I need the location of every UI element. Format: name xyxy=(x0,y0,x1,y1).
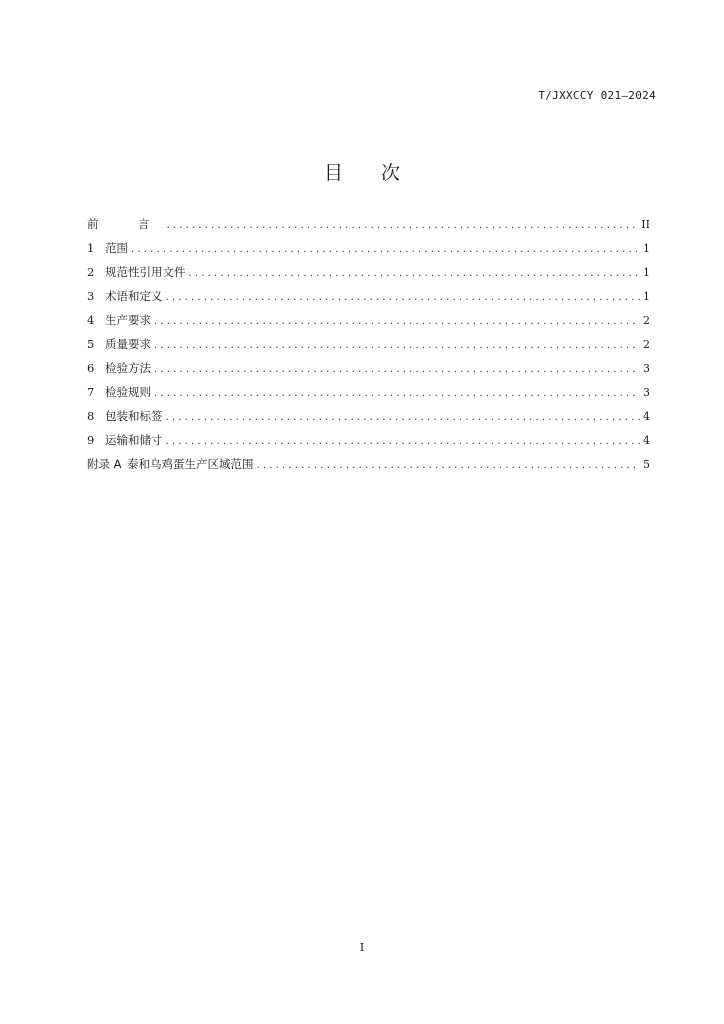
toc-entry-number: 1 xyxy=(87,241,95,255)
toc-entry-number: 8 xyxy=(87,409,95,423)
toc-entry-number: 附录 A xyxy=(87,457,122,471)
document-code: T/JXXCCY 021—2024 xyxy=(538,89,656,102)
toc-entry-page: 1 xyxy=(643,266,650,279)
toc-entry-number: 2 xyxy=(87,265,95,279)
toc-heading xyxy=(0,158,724,185)
toc-entry-page: 3 xyxy=(643,386,650,399)
toc-entry-title: 术语和定义 xyxy=(105,289,163,303)
toc-dot-leader xyxy=(189,268,641,279)
toc-dot-leader xyxy=(154,388,640,399)
toc-dot-leader xyxy=(166,436,641,447)
toc-dot-leader xyxy=(154,316,640,327)
toc-entry-title: 质量要求 xyxy=(105,337,151,351)
toc-entry-foreword[interactable] xyxy=(87,216,650,240)
toc-entry-number: 5 xyxy=(87,337,95,351)
toc-dot-leader xyxy=(131,244,640,255)
toc-entry-page: 1 xyxy=(643,242,650,255)
toc-entry-page: 4 xyxy=(643,434,650,447)
toc-entry-number: 3 xyxy=(87,289,95,303)
toc-entry-8[interactable] xyxy=(87,408,650,432)
toc-entry-page: 3 xyxy=(643,362,650,375)
toc-entry-3[interactable] xyxy=(87,288,650,312)
toc-entry-appendix-a[interactable] xyxy=(87,456,650,480)
toc-dot-leader xyxy=(154,340,640,351)
toc-entry-5[interactable] xyxy=(87,336,650,360)
toc-entry-page: 5 xyxy=(643,458,650,471)
toc-entry-number: 7 xyxy=(87,385,95,399)
toc-entry-7[interactable] xyxy=(87,384,650,408)
toc-dot-leader xyxy=(257,460,641,471)
toc-entry-page: II xyxy=(641,218,650,231)
toc-entry-title: 规范性引用文件 xyxy=(105,265,186,279)
toc-entry-number: 6 xyxy=(87,361,95,375)
toc-entry-page: 2 xyxy=(643,338,650,351)
toc-entry-title: 检验方法 xyxy=(105,361,151,375)
toc-entry-title: 运输和储寸 xyxy=(105,433,163,447)
toc-entry-1[interactable] xyxy=(87,240,650,264)
toc-dot-leader xyxy=(166,412,641,423)
toc-dot-leader xyxy=(167,220,639,231)
toc-entry-title: 生产要求 xyxy=(105,313,151,327)
toc-entry-title: 范围 xyxy=(105,241,128,255)
toc-entry-title: 包装和标签 xyxy=(105,409,163,423)
toc-entry-number: 9 xyxy=(87,433,95,447)
toc-entry-number: 4 xyxy=(87,313,95,327)
toc-entry-page: 4 xyxy=(643,410,650,423)
page-number: I xyxy=(359,941,365,954)
toc-dot-leader xyxy=(166,292,641,303)
toc-entry-2[interactable] xyxy=(87,264,650,288)
toc-dot-leader xyxy=(154,364,640,375)
toc-list xyxy=(87,216,650,480)
toc-entry-page: 1 xyxy=(643,290,650,303)
toc-entry-6[interactable] xyxy=(87,360,650,384)
toc-entry-4[interactable] xyxy=(87,312,650,336)
toc-entry-title: 检验规则 xyxy=(105,385,151,399)
toc-entry-page: 2 xyxy=(643,314,650,327)
toc-heading-right: 次 xyxy=(381,162,401,184)
toc-entry-title: 泰和乌鸡蛋生产区域范围 xyxy=(127,457,254,471)
toc-entry-9[interactable] xyxy=(87,432,650,456)
toc-heading-left: 目 xyxy=(323,162,343,184)
toc-entry-title: 前 言 xyxy=(87,217,164,231)
